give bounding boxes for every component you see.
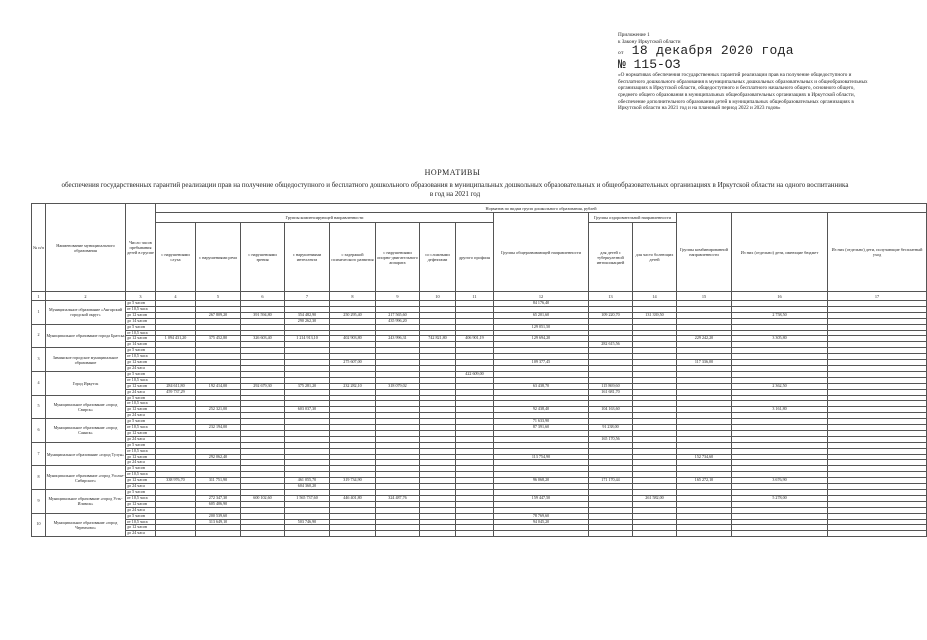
norm-value: 104 163,60 xyxy=(589,407,633,413)
row-number: 5 xyxy=(32,395,46,419)
row-number: 1 xyxy=(32,301,46,325)
header-col-9: с нарушениями опорно-двигательного аппарата xyxy=(376,223,420,292)
row-number: 7 xyxy=(32,442,46,466)
norm-value: 600 102,60 xyxy=(241,495,285,501)
norm-value: 3 161,80 xyxy=(732,407,828,413)
norm-value: 159 447,50 xyxy=(494,495,589,501)
norm-value: 109 220,70 xyxy=(589,312,633,318)
norm-value: 65 201,60 xyxy=(494,312,589,318)
norm-value: 375 452,80 xyxy=(196,336,241,342)
norm-value: 292 679,30 xyxy=(241,383,285,389)
norms-table xyxy=(31,203,927,537)
header-col-8: с задержкой психического развития xyxy=(330,223,376,292)
header-hours: Число часов пребывания детей в группе xyxy=(126,204,156,292)
hours-mode: от 10,5 часа xyxy=(126,425,156,431)
norm-value: 603 037,30 xyxy=(285,407,330,413)
page-subtitle: обеспечения государственных гарантий реализации прав на получение общедоступного и бесплатного дошкольного образования в муниципальных дошкольных образовательных и общеобразовательных организациях в Иркутской области на одного воспитанника в год на 2021 год xyxy=(61,181,849,198)
municipality-name: Зиминское городское муниципальное образование xyxy=(46,348,126,372)
norm-value: 290 262,30 xyxy=(285,318,330,324)
norm-value: 94 045,20 xyxy=(494,519,589,525)
appendix-line-2: к Закону Иркутской области xyxy=(618,38,681,45)
header-col-13: для детей с туберкулезной интоксикацией xyxy=(589,223,633,292)
norm-value: 267 809,20 xyxy=(196,312,241,318)
header-col-10: со сложными дефектами xyxy=(420,223,456,292)
norm-value: 200 539,60 xyxy=(196,513,241,519)
hours-mode: от 10,5 часа xyxy=(126,330,156,336)
norm-value: 113 754,90 xyxy=(494,454,589,460)
header-municipality: Наименование муниципального образования xyxy=(46,204,126,292)
page-title: НОРМАТИВЫ xyxy=(424,168,481,177)
hours-mode: от 10,5 часа xyxy=(126,448,156,454)
hours-mode: до 5 часов xyxy=(126,490,156,496)
hours-mode: до 5 часов xyxy=(126,419,156,425)
hours-mode: до 5 часов xyxy=(126,513,156,519)
column-numbers-row xyxy=(32,292,927,301)
norm-value xyxy=(285,531,330,537)
column-number: 17 xyxy=(828,292,927,301)
hours-mode: до 5 часов xyxy=(126,466,156,472)
norm-value: 3 676,90 xyxy=(732,478,828,484)
header-col-14: для часто болеющих детей xyxy=(633,223,677,292)
norm-value: 171 170,44 xyxy=(589,478,633,484)
header-col-12: Группы общеразвивающей направленности xyxy=(494,213,589,292)
header-col-11: другого профиля xyxy=(456,223,494,292)
row-number: 9 xyxy=(32,490,46,514)
norm-value: 2 758,50 xyxy=(732,312,828,318)
row-number: 4 xyxy=(32,371,46,395)
norm-value: 354 482,90 xyxy=(285,312,330,318)
hours-mode: до 24 часа xyxy=(126,460,156,466)
norm-value: 217 565,60 xyxy=(376,312,420,318)
appendix-text: «О нормативах обеспечения государственных гарантий реализации прав на получение общедоступного и бесплатного дошкольного образования в муниципальных дошкольных образовательных и общеобразовательных организациях в Иркутской области, общедоступного и бесплатного начального общего, основного общего, среднего общего образования в муниципальных общеобразовательных организациях в Иркутской области, обеспечение дополнительного образования детей в муниципальных общеобразовательных организациях в Иркутской области на 2021 год и на плановый период 2022 и 2023 годов» xyxy=(618,72,868,112)
column-number: 16 xyxy=(732,292,828,301)
norm-value: 131 339,50 xyxy=(633,312,677,318)
norm-value: 459 737,29 xyxy=(156,389,196,395)
column-number: 2 xyxy=(46,292,126,301)
norm-value xyxy=(456,531,494,537)
norm-value: 78 769,60 xyxy=(494,513,589,519)
norm-value: 282 615,56 xyxy=(589,342,633,348)
column-number: 4 xyxy=(156,292,196,301)
norm-value: 161 681,70 xyxy=(589,389,633,395)
norm-value: 165 170,56 xyxy=(589,436,633,442)
column-number: 10 xyxy=(420,292,456,301)
header-compensating: Группы компенсирующей направленности xyxy=(156,213,494,223)
norm-value: 605 406,90 xyxy=(196,501,241,507)
hours-mode: до 12 часов xyxy=(126,312,156,318)
norm-value: 109 377,45 xyxy=(494,360,589,366)
norm-value: 272 347,30 xyxy=(196,495,241,501)
norm-value: 91 238,00 xyxy=(589,425,633,431)
hours-mode: до 14 часов xyxy=(126,318,156,324)
norm-value: 1 565 737,60 xyxy=(285,495,330,501)
norm-value: 1 094 431,20 xyxy=(156,336,196,342)
column-number: 13 xyxy=(589,292,633,301)
norm-value: 313 649,10 xyxy=(196,519,241,525)
norm-value: 292 062,40 xyxy=(196,454,241,460)
hours-mode: от 10,5 часа xyxy=(126,519,156,525)
norm-value: 252 321,00 xyxy=(196,407,241,413)
norm-value: 338 976,70 xyxy=(156,478,196,484)
norm-value: 243 996,31 xyxy=(376,336,420,342)
norm-value: 422 609,00 xyxy=(456,371,494,377)
norm-value: 3 305,80 xyxy=(732,336,828,342)
row-number: 6 xyxy=(32,419,46,443)
hours-mode: до 5 часов xyxy=(126,301,156,307)
norm-value: 1 214 913,10 xyxy=(285,336,330,342)
column-number: 1 xyxy=(32,292,46,301)
hours-mode: до 12 часов xyxy=(126,501,156,507)
norm-value: 152 734,60 xyxy=(677,454,732,460)
hours-mode: от 10,5 часа xyxy=(126,472,156,478)
table-body xyxy=(32,301,927,537)
norm-value xyxy=(376,531,420,537)
hours-mode: до 24 часа xyxy=(126,389,156,395)
norm-value: 63 438,70 xyxy=(494,383,589,389)
norm-value: 261 582,00 xyxy=(633,495,677,501)
row-number: 10 xyxy=(32,513,46,537)
municipality-name: Муниципальное образование «город Саянск» xyxy=(46,419,126,443)
norm-value xyxy=(196,531,241,537)
hours-mode: от 10,5 часа xyxy=(126,401,156,407)
norm-value xyxy=(420,531,456,537)
column-number: 15 xyxy=(677,292,732,301)
hours-mode: до 24 часа xyxy=(126,531,156,537)
norm-value: 129 051,50 xyxy=(494,324,589,330)
norm-value: 402 903,80 xyxy=(330,336,376,342)
column-number: 7 xyxy=(285,292,330,301)
hours-mode: до 14 часов xyxy=(126,342,156,348)
appendix-line-1: Приложение 1 xyxy=(618,32,650,38)
hours-mode: до 12 часов xyxy=(126,525,156,531)
hours-mode: от 10,5 часа xyxy=(126,495,156,501)
norm-value xyxy=(494,531,589,537)
hours-mode: до 24 часа xyxy=(126,436,156,442)
hours-mode: до 12 часов xyxy=(126,336,156,342)
norm-value: 406 901,19 xyxy=(456,336,494,342)
norm-value: 2 362,50 xyxy=(732,383,828,389)
norm-value xyxy=(732,531,828,537)
column-number: 9 xyxy=(376,292,420,301)
norm-value: 319 734,90 xyxy=(330,478,376,484)
norm-value: 284 611,80 xyxy=(156,383,196,389)
header-col-17: Из них (отдельно) дети, получающие бесплатный уход xyxy=(828,213,927,292)
municipality-name: Муниципальное образование «город Свирск» xyxy=(46,395,126,419)
hours-mode: до 5 часов xyxy=(126,348,156,354)
norm-value: 129 694,20 xyxy=(494,336,589,342)
norm-value: 375 281,20 xyxy=(285,383,330,389)
hours-mode: до 24 часа xyxy=(126,507,156,513)
row-number: 2 xyxy=(32,324,46,348)
appendix-block xyxy=(618,32,868,112)
table-row xyxy=(32,531,927,537)
hours-mode: до 5 часов xyxy=(126,324,156,330)
header-norms: Норматив по видам групп дошкольного образования, рублей xyxy=(156,204,927,213)
header-col-16: Из них (отдельно) дети, имеющие бюджет xyxy=(732,213,828,292)
column-number: 3 xyxy=(126,292,156,301)
hours-mode: до 5 часов xyxy=(126,371,156,377)
norm-value: 165 272,10 xyxy=(677,478,732,484)
municipality-name: Муниципальное образование «Ангарский городской округ» xyxy=(46,301,126,325)
norm-value: 742 821,80 xyxy=(420,336,456,342)
column-number: 6 xyxy=(241,292,285,301)
norm-value: 115 869,60 xyxy=(589,383,633,389)
norm-value: 87 391,60 xyxy=(494,425,589,431)
hours-mode: до 12 часов xyxy=(126,430,156,436)
norm-value: 435 996,20 xyxy=(376,318,420,324)
hours-mode: до 5 часов xyxy=(126,442,156,448)
norm-value: 192 414,00 xyxy=(196,383,241,389)
hours-mode: до 5 часов xyxy=(126,395,156,401)
column-number: 14 xyxy=(633,292,677,301)
norm-value xyxy=(633,531,677,537)
norm-value: 84 176,40 xyxy=(494,301,589,307)
norm-value: 461 055,70 xyxy=(285,478,330,484)
hours-mode: до 12 часов xyxy=(126,478,156,484)
column-number: 5 xyxy=(196,292,241,301)
norm-value: 275 607,00 xyxy=(330,360,376,366)
norm-value: 311 751,90 xyxy=(196,478,241,484)
appendix-number: № 115-ОЗ xyxy=(618,57,681,73)
norm-value: 326 603,40 xyxy=(241,336,285,342)
municipality-name: Муниципальное образование «город Тулун» xyxy=(46,442,126,466)
norm-value: 92 438,40 xyxy=(494,407,589,413)
norm-value: 232 282,10 xyxy=(330,383,376,389)
header-col-15: Группы комбинированной направленности xyxy=(677,213,732,292)
header-col-4: с нарушениями слуха xyxy=(156,223,196,292)
norm-value: 232 194,00 xyxy=(196,425,241,431)
norm-value: 96 068,20 xyxy=(494,478,589,484)
municipality-name: Муниципальное образование города Братска xyxy=(46,324,126,348)
norm-value xyxy=(589,531,633,537)
hours-mode: до 24 часа xyxy=(126,484,156,490)
column-number: 12 xyxy=(494,292,589,301)
norm-value: 391 594,80 xyxy=(241,312,285,318)
norm-value xyxy=(828,531,927,537)
norm-value: 446 401,80 xyxy=(330,495,376,501)
norm-value xyxy=(156,531,196,537)
norm-value: 250 295,40 xyxy=(330,312,376,318)
norm-value xyxy=(677,531,732,537)
header-no: № п/п xyxy=(32,204,46,292)
norm-value: 324 487,76 xyxy=(376,495,420,501)
norm-value xyxy=(330,531,376,537)
norm-value: 503 746,90 xyxy=(285,519,330,525)
municipality-name: Город Иркутск xyxy=(46,371,126,395)
hours-mode: до 12 часов xyxy=(126,454,156,460)
hours-mode: до 12 часов xyxy=(126,383,156,389)
municipality-name: Муниципальное образование «город Усть-Илимск» xyxy=(46,490,126,514)
hours-mode: до 12 часов xyxy=(126,407,156,413)
norm-value: 5 278,00 xyxy=(732,495,828,501)
norm-value: 604 360,20 xyxy=(285,484,330,490)
hours-mode: до 12 часов xyxy=(126,360,156,366)
appendix-date-value: 18 декабря 2020 года xyxy=(631,43,794,59)
header-col-7: с нарушениями интеллекта xyxy=(285,223,330,292)
municipality-name: Муниципальное образование «город Усолье-Сибирское» xyxy=(46,466,126,490)
norm-value xyxy=(241,531,285,537)
column-number: 11 xyxy=(456,292,494,301)
row-number: 3 xyxy=(32,348,46,372)
column-number: 8 xyxy=(330,292,376,301)
norm-value: 71 633,90 xyxy=(494,419,589,425)
hours-mode: до 24 часа xyxy=(126,413,156,419)
header-col-6: с нарушениями зрения xyxy=(241,223,285,292)
municipality-name: Муниципальное образование «город Черемхово» xyxy=(46,513,126,537)
norm-value: 318 079,02 xyxy=(376,383,420,389)
header-col-5: с нарушениями речи xyxy=(196,223,241,292)
hours-mode: от 10,5 часа xyxy=(126,377,156,383)
header-health: Группы оздоровительной направленности xyxy=(589,213,677,223)
appendix-from: от xyxy=(618,50,624,57)
row-number: 8 xyxy=(32,466,46,490)
hours-mode: от 10,5 часа xyxy=(126,306,156,312)
hours-mode: от 10,5 часа xyxy=(126,354,156,360)
norm-value: 229 242,20 xyxy=(677,336,732,342)
hours-mode: до 24 часа xyxy=(126,365,156,371)
norm-value: 117 336,00 xyxy=(677,360,732,366)
